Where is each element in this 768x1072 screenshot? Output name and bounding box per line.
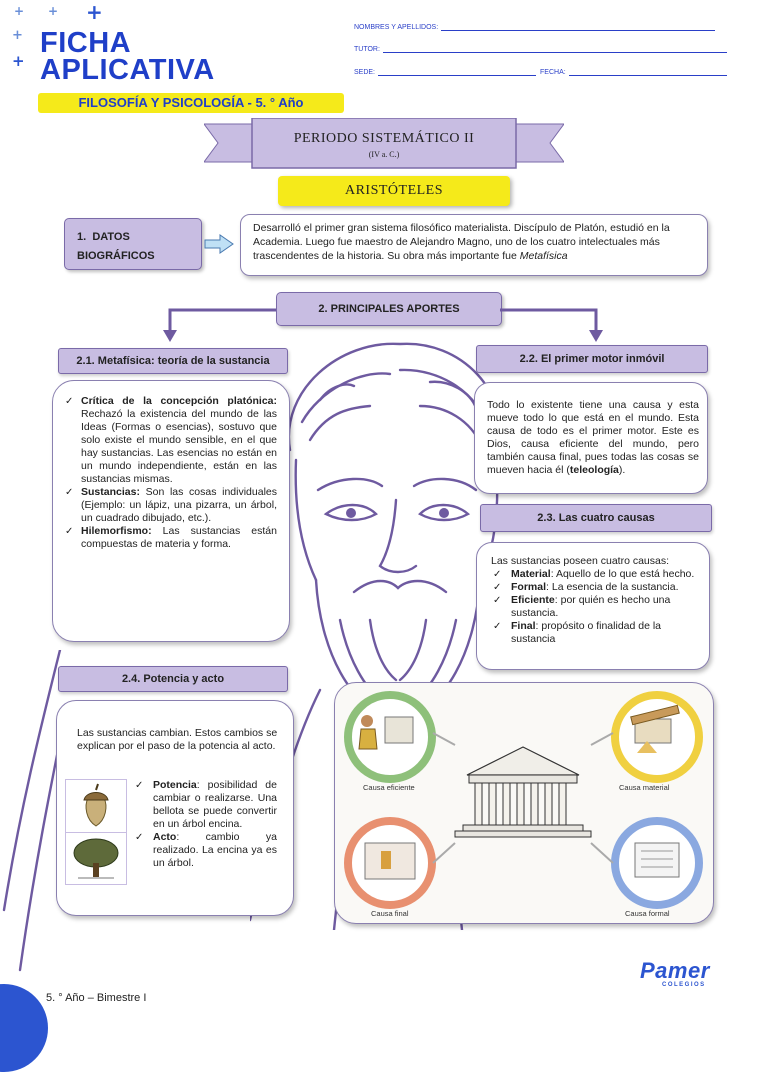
- causas-item-bold: Material: [511, 568, 551, 580]
- arrow-right-icon: [204, 234, 234, 254]
- check-icon: ✓: [65, 396, 74, 407]
- potencia-item-text: : cambio ya realizado. La encina ya es un árbol.: [153, 831, 277, 869]
- potencia-item-bold: Acto: [153, 831, 177, 843]
- causas-item-bold: Eficiente: [511, 594, 555, 606]
- causas-header: 2.3. Las cuatro causas: [480, 504, 712, 532]
- motor-text-wrap: [475, 383, 707, 477]
- metafisica-list: [53, 381, 289, 551]
- footer-grade: 5. ° Año – Bimestre I: [46, 992, 147, 1004]
- check-icon: ✓: [65, 526, 74, 537]
- four-causes-diagram: [334, 682, 714, 924]
- potencia-list: [129, 779, 277, 870]
- plus-decor-icon: +: [12, 28, 23, 43]
- causas-item: [491, 620, 699, 646]
- check-icon: ✓: [493, 582, 502, 593]
- acorn-icon: [66, 780, 126, 833]
- fecha-label: FECHA:: [540, 69, 566, 76]
- bio-label-line1: DATOS: [92, 231, 130, 243]
- sede-fecha-field[interactable]: [354, 68, 727, 76]
- metafisica-item: [63, 486, 277, 525]
- pamer-logo: Pamer: [640, 958, 710, 983]
- label-causa-final: Causa final: [371, 909, 409, 918]
- metafisica-item-bold: Sustancias:: [81, 486, 140, 498]
- causas-item-text: : por quién es hecho una sustancia.: [511, 594, 671, 619]
- causas-item-text: : propósito o finalidad de la sustancia: [511, 620, 662, 645]
- name-field[interactable]: [354, 23, 715, 31]
- bio-label-box: [64, 218, 202, 270]
- causas-item: [491, 594, 699, 620]
- check-icon: ✓: [493, 595, 502, 606]
- label-causa-eficiente: Causa eficiente: [363, 783, 415, 792]
- motor-header: 2.2. El primer motor inmóvil: [476, 345, 708, 373]
- potencia-item: [129, 831, 277, 870]
- metafisica-item-bold: Crítica de la concepción platónica:: [81, 395, 277, 407]
- check-icon: ✓: [65, 487, 74, 498]
- page-title-line1: FICHA: [40, 27, 132, 59]
- name-line[interactable]: [441, 23, 715, 31]
- tutor-field[interactable]: [354, 45, 727, 53]
- name-label: NOMBRES Y APELLIDOS:: [354, 24, 439, 31]
- oak-tree-icon: [66, 833, 126, 885]
- potencia-item-bold: Potencia: [153, 779, 197, 791]
- plus-decor-icon: +: [12, 52, 25, 70]
- fecha-line[interactable]: [569, 68, 727, 76]
- four-causes-illustration: [335, 683, 713, 923]
- metafisica-item-text: Las sustancias están compuestas de materia y forma.: [81, 525, 277, 550]
- causas-intro: Las sustancias poseen cuatro causas:: [491, 555, 670, 567]
- motor-text: Todo lo existente tiene una causa y esta mueve todo lo que está en el mundo. Esta causa de todo es el primer motor. Este es Dios, causa eficiente del mundo, pero también causa final, pues todas las cosas se mueven hacia él (: [487, 399, 699, 476]
- bio-text-wrap: [241, 215, 707, 263]
- potencia-item: [129, 779, 277, 831]
- motor-text-bold: teleología: [569, 464, 619, 476]
- label-causa-formal: Causa formal: [625, 909, 670, 918]
- bio-text: Desarrolló el primer gran sistema filosófico materialista. Discípulo de Platón, estudió en la Academia. Luego fue maestro de Alejandro Magno, uno de los cuatro intelectuales más trascendentes de la historia. Su obra más importante fue: [253, 222, 670, 262]
- causas-item: [491, 581, 699, 594]
- causas-list: [477, 568, 709, 646]
- metafisica-item-text: Rechazó la existencia del mundo de las Ideas (Formas o esencias), sostuvo que solo existe el mundo sensible, en el que hay sustancias. Las esencias no están en un mundo independiente, están en las sustancias mismas.: [81, 408, 277, 485]
- check-icon: ✓: [135, 832, 144, 843]
- metafisica-item-bold: Hilemorfismo:: [81, 525, 152, 537]
- metafisica-card: [52, 380, 290, 642]
- plus-decor-icon: +: [48, 4, 59, 18]
- metafisica-item-text: Son las cosas individuales (Ejemplo: un lápiz, una pizarra, un árbol, un cuadrado dibujado, etc.).: [81, 486, 277, 524]
- banner-subtitle: (IV a. C.): [368, 150, 400, 159]
- bio-label-num: 1.: [77, 231, 87, 243]
- check-icon: ✓: [493, 621, 502, 632]
- footer-corner-decor: [0, 984, 48, 1072]
- causas-item-text: : La esencia de la sustancia.: [546, 581, 679, 593]
- author-tag: [278, 176, 510, 206]
- subject-banner: [38, 93, 344, 113]
- branch-arrows: [160, 300, 610, 344]
- potencia-intro: Las sustancias cambian. Estos cambios se explican por el paso de la potencia al acto.: [77, 727, 278, 752]
- tutor-label: TUTOR:: [354, 46, 380, 53]
- tutor-line[interactable]: [383, 45, 727, 53]
- check-icon: ✓: [135, 780, 144, 791]
- plus-decor-icon: +: [86, 0, 103, 24]
- potencia-images: [65, 779, 127, 885]
- plus-decor-icon: +: [14, 4, 25, 18]
- aportes-label: 2. PRINCIPALES APORTES: [318, 303, 460, 315]
- sede-line[interactable]: [378, 68, 536, 76]
- potencia-card: [56, 700, 294, 916]
- potencia-item-text: : posibilidad de cambiar o realizarse. Una bellota se puede convertir en un árbol encina.: [153, 779, 277, 830]
- subject-label: FILOSOFÍA Y PSICOLOGÍA - 5. ° Año: [78, 95, 304, 110]
- bio-text-italic: Metafísica: [519, 250, 568, 262]
- bio-card: [240, 214, 708, 276]
- metafisica-item: [63, 395, 277, 486]
- metafisica-item: [63, 525, 277, 551]
- causas-item: [491, 568, 699, 581]
- page-title-line2: APLICATIVA: [40, 54, 215, 86]
- banner-title: PERIODO SISTEMÁTICO II: [293, 131, 475, 146]
- author-name: ARISTÓTELES: [344, 183, 444, 198]
- check-icon: ✓: [493, 569, 502, 580]
- causas-item-bold: Final: [511, 620, 536, 632]
- pamer-logo-sub: COLEGIOS: [662, 982, 706, 988]
- motor-text-end: ).: [618, 464, 626, 476]
- metafisica-header: 2.1. Metafísica: teoría de la sustancia: [58, 348, 288, 374]
- causas-item-text: : Aquello de lo que está hecho.: [550, 568, 695, 580]
- causas-item-bold: Formal: [511, 581, 547, 593]
- sede-label: SEDE:: [354, 69, 376, 76]
- causas-card: [476, 542, 710, 670]
- label-causa-material: Causa material: [619, 783, 670, 792]
- potencia-header: 2.4. Potencia y acto: [58, 666, 288, 692]
- motor-card: [474, 382, 708, 494]
- bio-label: [77, 228, 155, 266]
- bio-label-line2: BIOGRÁFICOS: [77, 250, 155, 262]
